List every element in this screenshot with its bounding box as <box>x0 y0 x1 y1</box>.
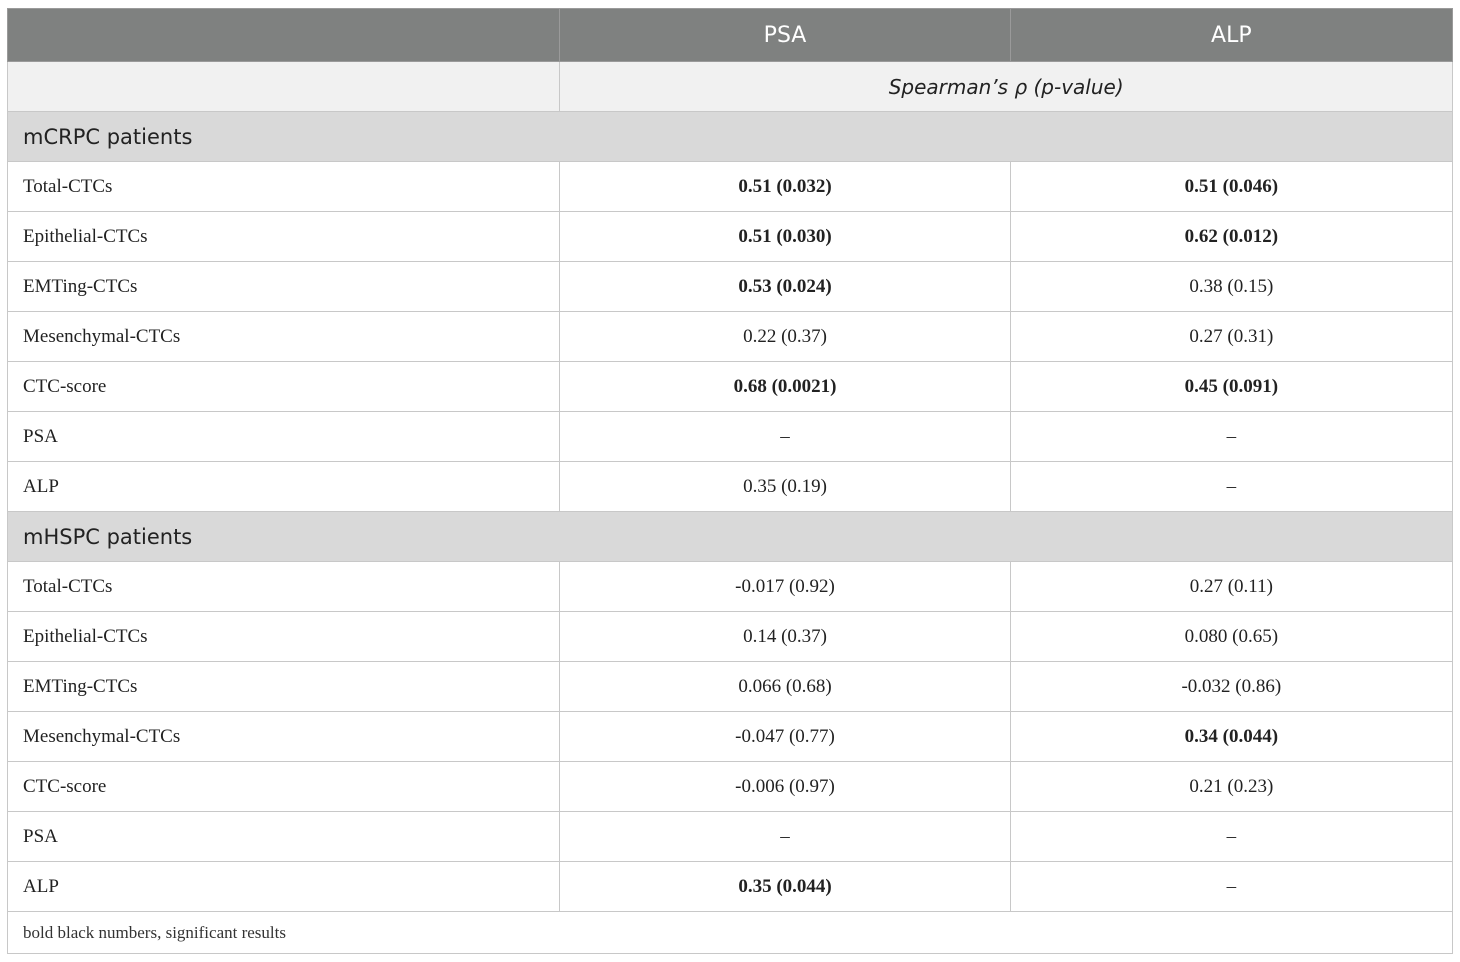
row-label: CTC-score <box>8 762 560 812</box>
table-row <box>8 262 1453 312</box>
alp-value-cell: – <box>1010 862 1452 912</box>
table-footnote: bold black numbers, significant results <box>8 912 1453 954</box>
table-row <box>8 662 1453 712</box>
psa-value-cell: -0.006 (0.97) <box>560 762 1010 812</box>
row-label: CTC-score <box>8 362 560 412</box>
psa-value-cell: – <box>560 812 1010 862</box>
header-cell-psa: PSA <box>560 9 1010 62</box>
psa-value-cell: 0.51 (0.032) <box>560 162 1010 212</box>
alp-value-cell: – <box>1010 462 1452 512</box>
table-row <box>8 212 1453 262</box>
table-row <box>8 812 1453 862</box>
row-label: Mesenchymal-CTCs <box>8 712 560 762</box>
row-label: PSA <box>8 812 560 862</box>
row-label: ALP <box>8 462 560 512</box>
table-row <box>8 862 1453 912</box>
alp-value-cell: 0.080 (0.65) <box>1010 612 1452 662</box>
header-cell-alp: ALP <box>1010 9 1452 62</box>
table-subheader-row <box>8 62 1453 112</box>
alp-value-cell: – <box>1010 412 1452 462</box>
row-label: EMTing-CTCs <box>8 662 560 712</box>
alp-value-cell: 0.51 (0.046) <box>1010 162 1452 212</box>
row-label: Epithelial-CTCs <box>8 212 560 262</box>
row-label: Epithelial-CTCs <box>8 612 560 662</box>
table-body <box>8 112 1453 912</box>
alp-value-cell: 0.27 (0.31) <box>1010 312 1452 362</box>
row-label: Mesenchymal-CTCs <box>8 312 560 362</box>
row-label: Total-CTCs <box>8 562 560 612</box>
psa-value-cell: 0.14 (0.37) <box>560 612 1010 662</box>
alp-value-cell: -0.032 (0.86) <box>1010 662 1452 712</box>
row-label: PSA <box>8 412 560 462</box>
correlation-table <box>7 8 1453 954</box>
alp-value-cell: 0.38 (0.15) <box>1010 262 1452 312</box>
alp-value-cell: – <box>1010 812 1452 862</box>
subheader-statistic: Spearman’s ρ (p-value) <box>560 62 1453 112</box>
alp-value-cell: 0.62 (0.012) <box>1010 212 1452 262</box>
table-row <box>8 462 1453 512</box>
table-row <box>8 162 1453 212</box>
psa-value-cell: 0.35 (0.19) <box>560 462 1010 512</box>
psa-value-cell: 0.35 (0.044) <box>560 862 1010 912</box>
table-footnote-row <box>8 912 1453 954</box>
table-row <box>8 562 1453 612</box>
alp-value-cell: 0.45 (0.091) <box>1010 362 1452 412</box>
psa-value-cell: 0.22 (0.37) <box>560 312 1010 362</box>
table-row <box>8 412 1453 462</box>
psa-value-cell: 0.51 (0.030) <box>560 212 1010 262</box>
alp-value-cell: 0.34 (0.044) <box>1010 712 1452 762</box>
psa-value-cell: -0.017 (0.92) <box>560 562 1010 612</box>
table-header-row <box>8 9 1453 62</box>
subheader-empty-cell <box>8 62 560 112</box>
alp-value-cell: 0.21 (0.23) <box>1010 762 1452 812</box>
table-row <box>8 762 1453 812</box>
psa-value-cell: 0.68 (0.0021) <box>560 362 1010 412</box>
psa-value-cell: 0.066 (0.68) <box>560 662 1010 712</box>
table-row <box>8 712 1453 762</box>
psa-value-cell: -0.047 (0.77) <box>560 712 1010 762</box>
alp-value-cell: 0.27 (0.11) <box>1010 562 1452 612</box>
group-header-row <box>8 512 1453 562</box>
row-label: EMTing-CTCs <box>8 262 560 312</box>
group-title: mCRPC patients <box>8 112 1453 162</box>
group-title: mHSPC patients <box>8 512 1453 562</box>
group-header-row <box>8 112 1453 162</box>
psa-value-cell: 0.53 (0.024) <box>560 262 1010 312</box>
row-label: Total-CTCs <box>8 162 560 212</box>
table-row <box>8 312 1453 362</box>
table-row <box>8 612 1453 662</box>
header-cell-empty <box>8 9 560 62</box>
row-label: ALP <box>8 862 560 912</box>
psa-value-cell: – <box>560 412 1010 462</box>
table-row <box>8 362 1453 412</box>
